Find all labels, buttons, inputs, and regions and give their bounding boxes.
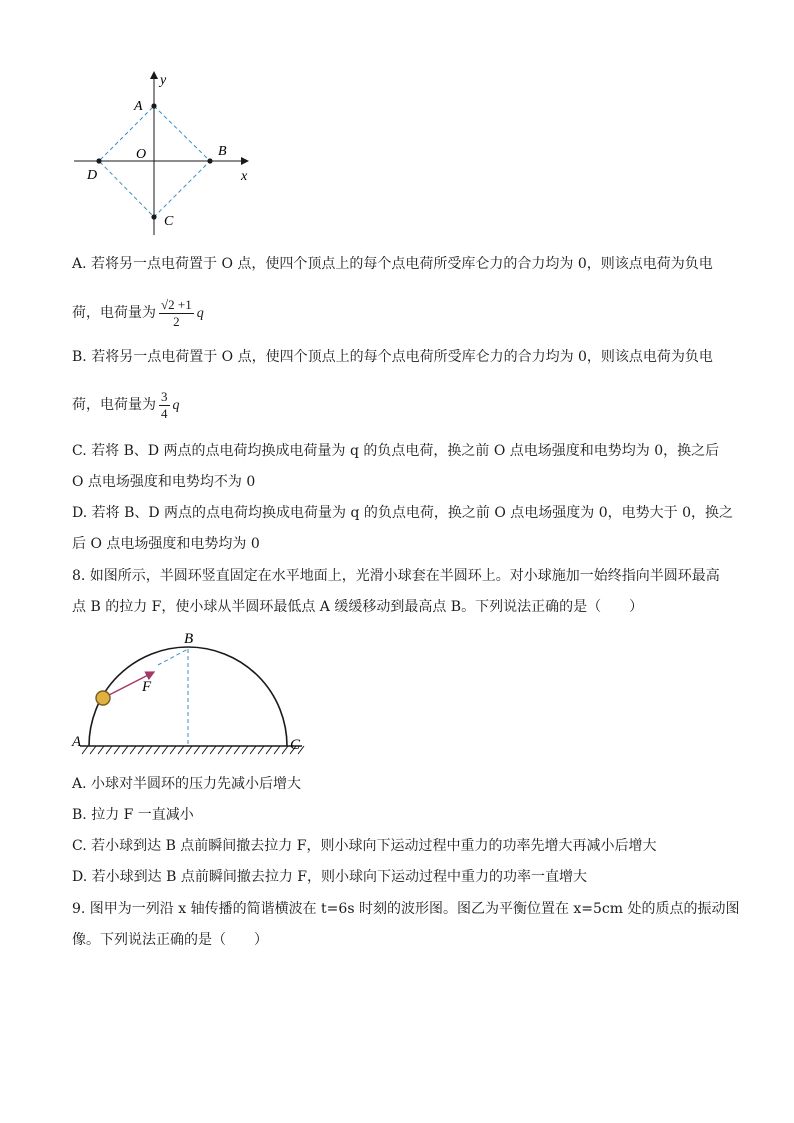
ball (96, 691, 110, 705)
q8-stem-line2: 点 B 的拉力 F，使小球从半圆环最低点 A 缓缓移动到最高点 B。下列说法正确的是（ ） (72, 599, 644, 615)
charge-B (207, 158, 212, 163)
q8-option-b: B. 拉力 F 一直减小 (72, 807, 194, 823)
label-D: D (87, 168, 98, 183)
label-C-fig2: C (290, 737, 301, 753)
label-O: O (136, 147, 147, 162)
q8-option-a: A. 小球对半圆环的压力先减小后增大 (72, 776, 302, 792)
fraction-3-over-4: $\frac{3}{4}$ (161, 388, 168, 421)
fraction-sqrt2-plus-1-over-2: $\frac{√2 +1}{2}$ (161, 296, 192, 329)
label-y: y (160, 73, 167, 88)
label-F: F (142, 679, 152, 695)
q7-option-a-line2: 荷，电荷量为 $\frac{√2 +1}{2}$ q (72, 296, 204, 329)
charge-D (96, 158, 101, 163)
ground-hatching (82, 746, 304, 754)
q7-option-b-line1: B. 若将另一点电荷置于 O 点，使四个顶点上的每个点电荷所受库仑力的合力均为 0，则该点电荷为负电 (72, 349, 713, 365)
q7-option-c-line2: O 点电场强度和电势均不为 0 (72, 474, 256, 490)
q8-stem-line1: 8. 如图所示，半圆环竖直固定在水平地面上，光滑小球套在半圆环上。对小球施加一始终指向半圆环最高 (72, 568, 720, 584)
q7-option-b-line2: 荷，电荷量为 $\frac{3}{4}$ q (72, 388, 180, 421)
q9-stem-line2: 像。下列说法正确的是（ ） (72, 932, 268, 948)
label-B-fig2: B (184, 631, 194, 647)
charge-C (151, 214, 156, 219)
q7-option-a-line1: A. 若将另一点电荷置于 O 点，使四个顶点上的每个点电荷所受库仑力的合力均为 0，则该点电荷为负电 (72, 256, 713, 272)
semicircle-ring (89, 647, 287, 746)
label-C: C (164, 214, 174, 229)
semicircle-figure (66, 625, 316, 765)
dashed-ball-to-B (158, 649, 188, 665)
label-B: B (218, 144, 227, 159)
q7-option-d-line1: D. 若将 B、D 两点的点电荷均换成电荷量为 q 的负点电荷，换之前 O 点电场强度为 0，电势大于 0，换之 (72, 505, 733, 521)
charge-A (151, 103, 156, 108)
label-A: A (134, 99, 143, 114)
q7-option-d-line2: 后 O 点电场强度和电势均为 0 (72, 536, 260, 552)
charge-square-figure (60, 60, 270, 240)
q7-option-c-line1: C. 若将 B、D 两点的点电荷均换成电荷量为 q 的负点电荷，换之前 O 点电场强度和电势均为 0，换之后 (72, 443, 720, 459)
q8-option-d: D. 若小球到达 B 点前瞬间撤去拉力 F，则小球向下运动过程中重力的功率一直增大 (72, 869, 587, 885)
label-A-fig2: A (72, 734, 82, 750)
q8-option-c: C. 若小球到达 B 点前瞬间撤去拉力 F，则小球向下运动过程中重力的功率先增大再减小后增大 (72, 838, 657, 854)
q9-stem-line1: 9. 图甲为一列沿 x 轴传播的简谐横波在 t=6s 时刻的波形图。图乙为平衡位置在 x=5cm 处的质点的振动图 (72, 901, 740, 917)
label-x: x (241, 169, 248, 184)
